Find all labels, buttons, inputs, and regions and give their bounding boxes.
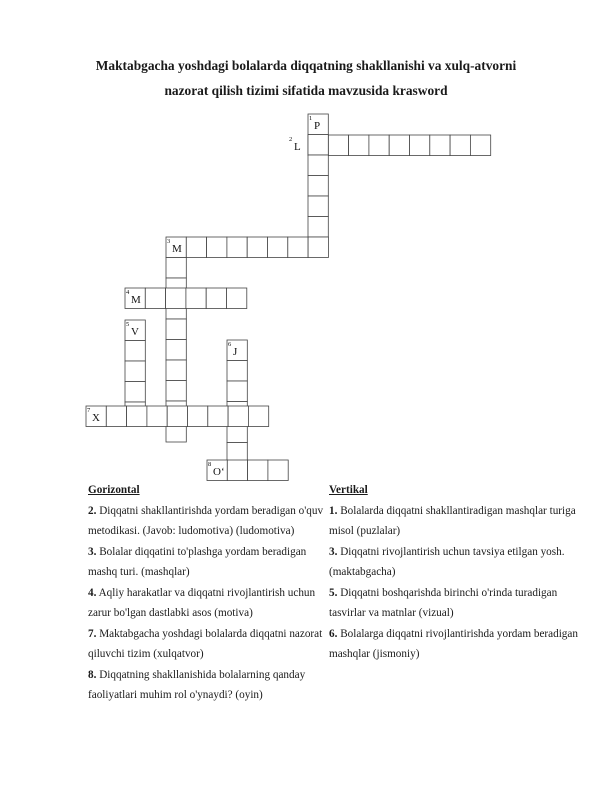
crossword-cell[interactable] <box>308 237 328 258</box>
crossword-cell[interactable] <box>308 217 328 238</box>
crossword-cell[interactable] <box>450 135 470 156</box>
clue-start-number: 1 <box>309 115 313 122</box>
crossword-cell[interactable] <box>166 360 186 381</box>
clue-start-number: 4 <box>126 289 130 296</box>
horizontal-clue <box>88 542 328 583</box>
clue-start-number: 8 <box>208 461 212 468</box>
clue-number: 3. <box>88 545 97 558</box>
vertical-heading: Vertikal <box>329 484 368 496</box>
crossword-cell[interactable] <box>127 406 147 427</box>
first-letter: V <box>131 326 139 338</box>
horizontal-clue <box>88 583 328 624</box>
clue-text: Diqqatni boshqarishda birinchi o'rinda turadigan tasvirlar va matnlar (vizual) <box>329 586 558 619</box>
crossword-cell[interactable] <box>227 237 247 258</box>
clue-start-number: 5 <box>126 321 130 328</box>
document-title-line-1: Maktabgacha yoshdagi bolalarda diqqatning shakllanishi va xulq-atvorni <box>95 58 517 73</box>
clue-start-number: 3 <box>167 238 171 245</box>
horizontal-clue <box>88 624 328 665</box>
crossword-cell[interactable] <box>248 460 268 481</box>
vertical-clue <box>329 542 579 583</box>
clue-start-number: 2 <box>289 136 293 143</box>
crossword-cell[interactable] <box>186 288 206 309</box>
clue-start-number: 6 <box>228 341 232 348</box>
crossword-cell[interactable] <box>125 382 145 403</box>
crossword-cell[interactable] <box>166 340 186 361</box>
clue-number: 7. <box>88 627 97 640</box>
first-letter: M <box>131 294 141 306</box>
crossword-cell[interactable] <box>349 135 369 156</box>
horizontal-heading: Gorizontal <box>88 484 140 496</box>
clue-number: 4. <box>88 586 97 599</box>
crossword-cell[interactable] <box>188 406 208 427</box>
crossword-cell[interactable] <box>166 258 186 279</box>
vertical-clues <box>329 480 579 665</box>
first-letter: J <box>233 346 238 358</box>
crossword-cell[interactable] <box>167 406 187 427</box>
crossword-cell[interactable] <box>228 406 248 427</box>
crossword-cell[interactable] <box>247 237 267 258</box>
clue-number: 2. <box>88 504 97 517</box>
first-letter: P <box>314 120 321 132</box>
crossword-cell[interactable] <box>125 361 145 382</box>
clue-start-number: 7 <box>87 407 91 414</box>
clue-text: Diqqatni rivojlantirish uchun tavsiya etilgan yosh. (maktabgacha) <box>329 545 565 578</box>
crossword-cell[interactable] <box>208 406 228 427</box>
crossword-cell[interactable] <box>207 237 227 258</box>
crossword-cell[interactable] <box>227 361 247 382</box>
vertical-clue <box>329 501 579 542</box>
horizontal-clues <box>88 480 328 706</box>
crossword-cell[interactable] <box>206 288 226 309</box>
horizontal-clue <box>88 665 328 706</box>
crossword-cell[interactable] <box>227 288 247 309</box>
clue-number: 1. <box>329 504 338 517</box>
clue-number: 8. <box>88 668 97 681</box>
clue-text: Bolalarda diqqatni shakllantiradigan mashqlar turiga misol (puzlalar) <box>329 504 576 537</box>
vertical-clue <box>329 624 579 665</box>
crossword-cell[interactable] <box>308 176 328 197</box>
crossword-cell[interactable] <box>186 237 206 258</box>
crossword-cell[interactable] <box>328 135 348 156</box>
crossword-cell[interactable] <box>389 135 409 156</box>
clue-text: Aqliy harakatlar va diqqatni rivojlantirish uchun zarur bo'lgan dastlabki asos (motiva) <box>88 586 316 619</box>
crossword-cell[interactable] <box>106 406 126 427</box>
document-title-line-2: nazorat qilish tizimi sifatida mavzusida krasword <box>164 83 448 98</box>
crossword-cell[interactable] <box>227 381 247 402</box>
clue-text: Bolalarga diqqatni rivojlantirishda yordam beradigan mashqlar (jismoniy) <box>329 627 578 660</box>
crossword-cell[interactable] <box>166 319 186 340</box>
first-letter: L <box>294 141 301 153</box>
clue-text: Maktabgacha yoshdagi bolalarda diqqatni nazorat qiluvchi tizim (xulqatvor) <box>88 627 323 660</box>
crossword-cell[interactable] <box>308 135 328 156</box>
crossword-cell[interactable] <box>125 341 145 362</box>
vertical-clue <box>329 583 579 624</box>
crossword-cell[interactable] <box>308 196 328 217</box>
crossword-cell[interactable] <box>166 288 186 309</box>
horizontal-clue <box>88 501 328 542</box>
crossword-cell[interactable] <box>248 406 268 427</box>
clue-number: 3. <box>329 545 338 558</box>
clue-text: Diqqatni shakllantirishda yordam beradigan o'quv metodikasi. (Javob: ludomotiva) (ludomotiva) <box>88 504 324 537</box>
clue-text: Bolalar diqqatini to'plashga yordam beradigan mashq turi. (mashqlar) <box>88 545 307 578</box>
crossword-cell[interactable] <box>430 135 450 156</box>
crossword-cell[interactable] <box>147 406 167 427</box>
first-letter: O‘ <box>213 466 225 478</box>
crossword-cell[interactable] <box>308 155 328 176</box>
crossword-cell[interactable] <box>166 381 186 402</box>
crossword-cell[interactable] <box>410 135 430 156</box>
crossword-cell[interactable] <box>268 237 288 258</box>
clue-number: 5. <box>329 586 338 599</box>
crossword-cell[interactable] <box>470 135 490 156</box>
crossword-cell[interactable] <box>268 460 288 481</box>
crossword-cell[interactable] <box>227 460 247 481</box>
crossword-cell[interactable] <box>288 237 308 258</box>
crossword-cell[interactable] <box>145 288 165 309</box>
crossword-cell[interactable] <box>369 135 389 156</box>
first-letter: X <box>92 412 100 424</box>
first-letter: M <box>172 243 182 255</box>
clue-text: Diqqatning shakllanishida bolalarning qanday faoliyatlari muhim rol o'ynaydi? (oyin) <box>88 668 306 701</box>
clue-number: 6. <box>329 627 338 640</box>
